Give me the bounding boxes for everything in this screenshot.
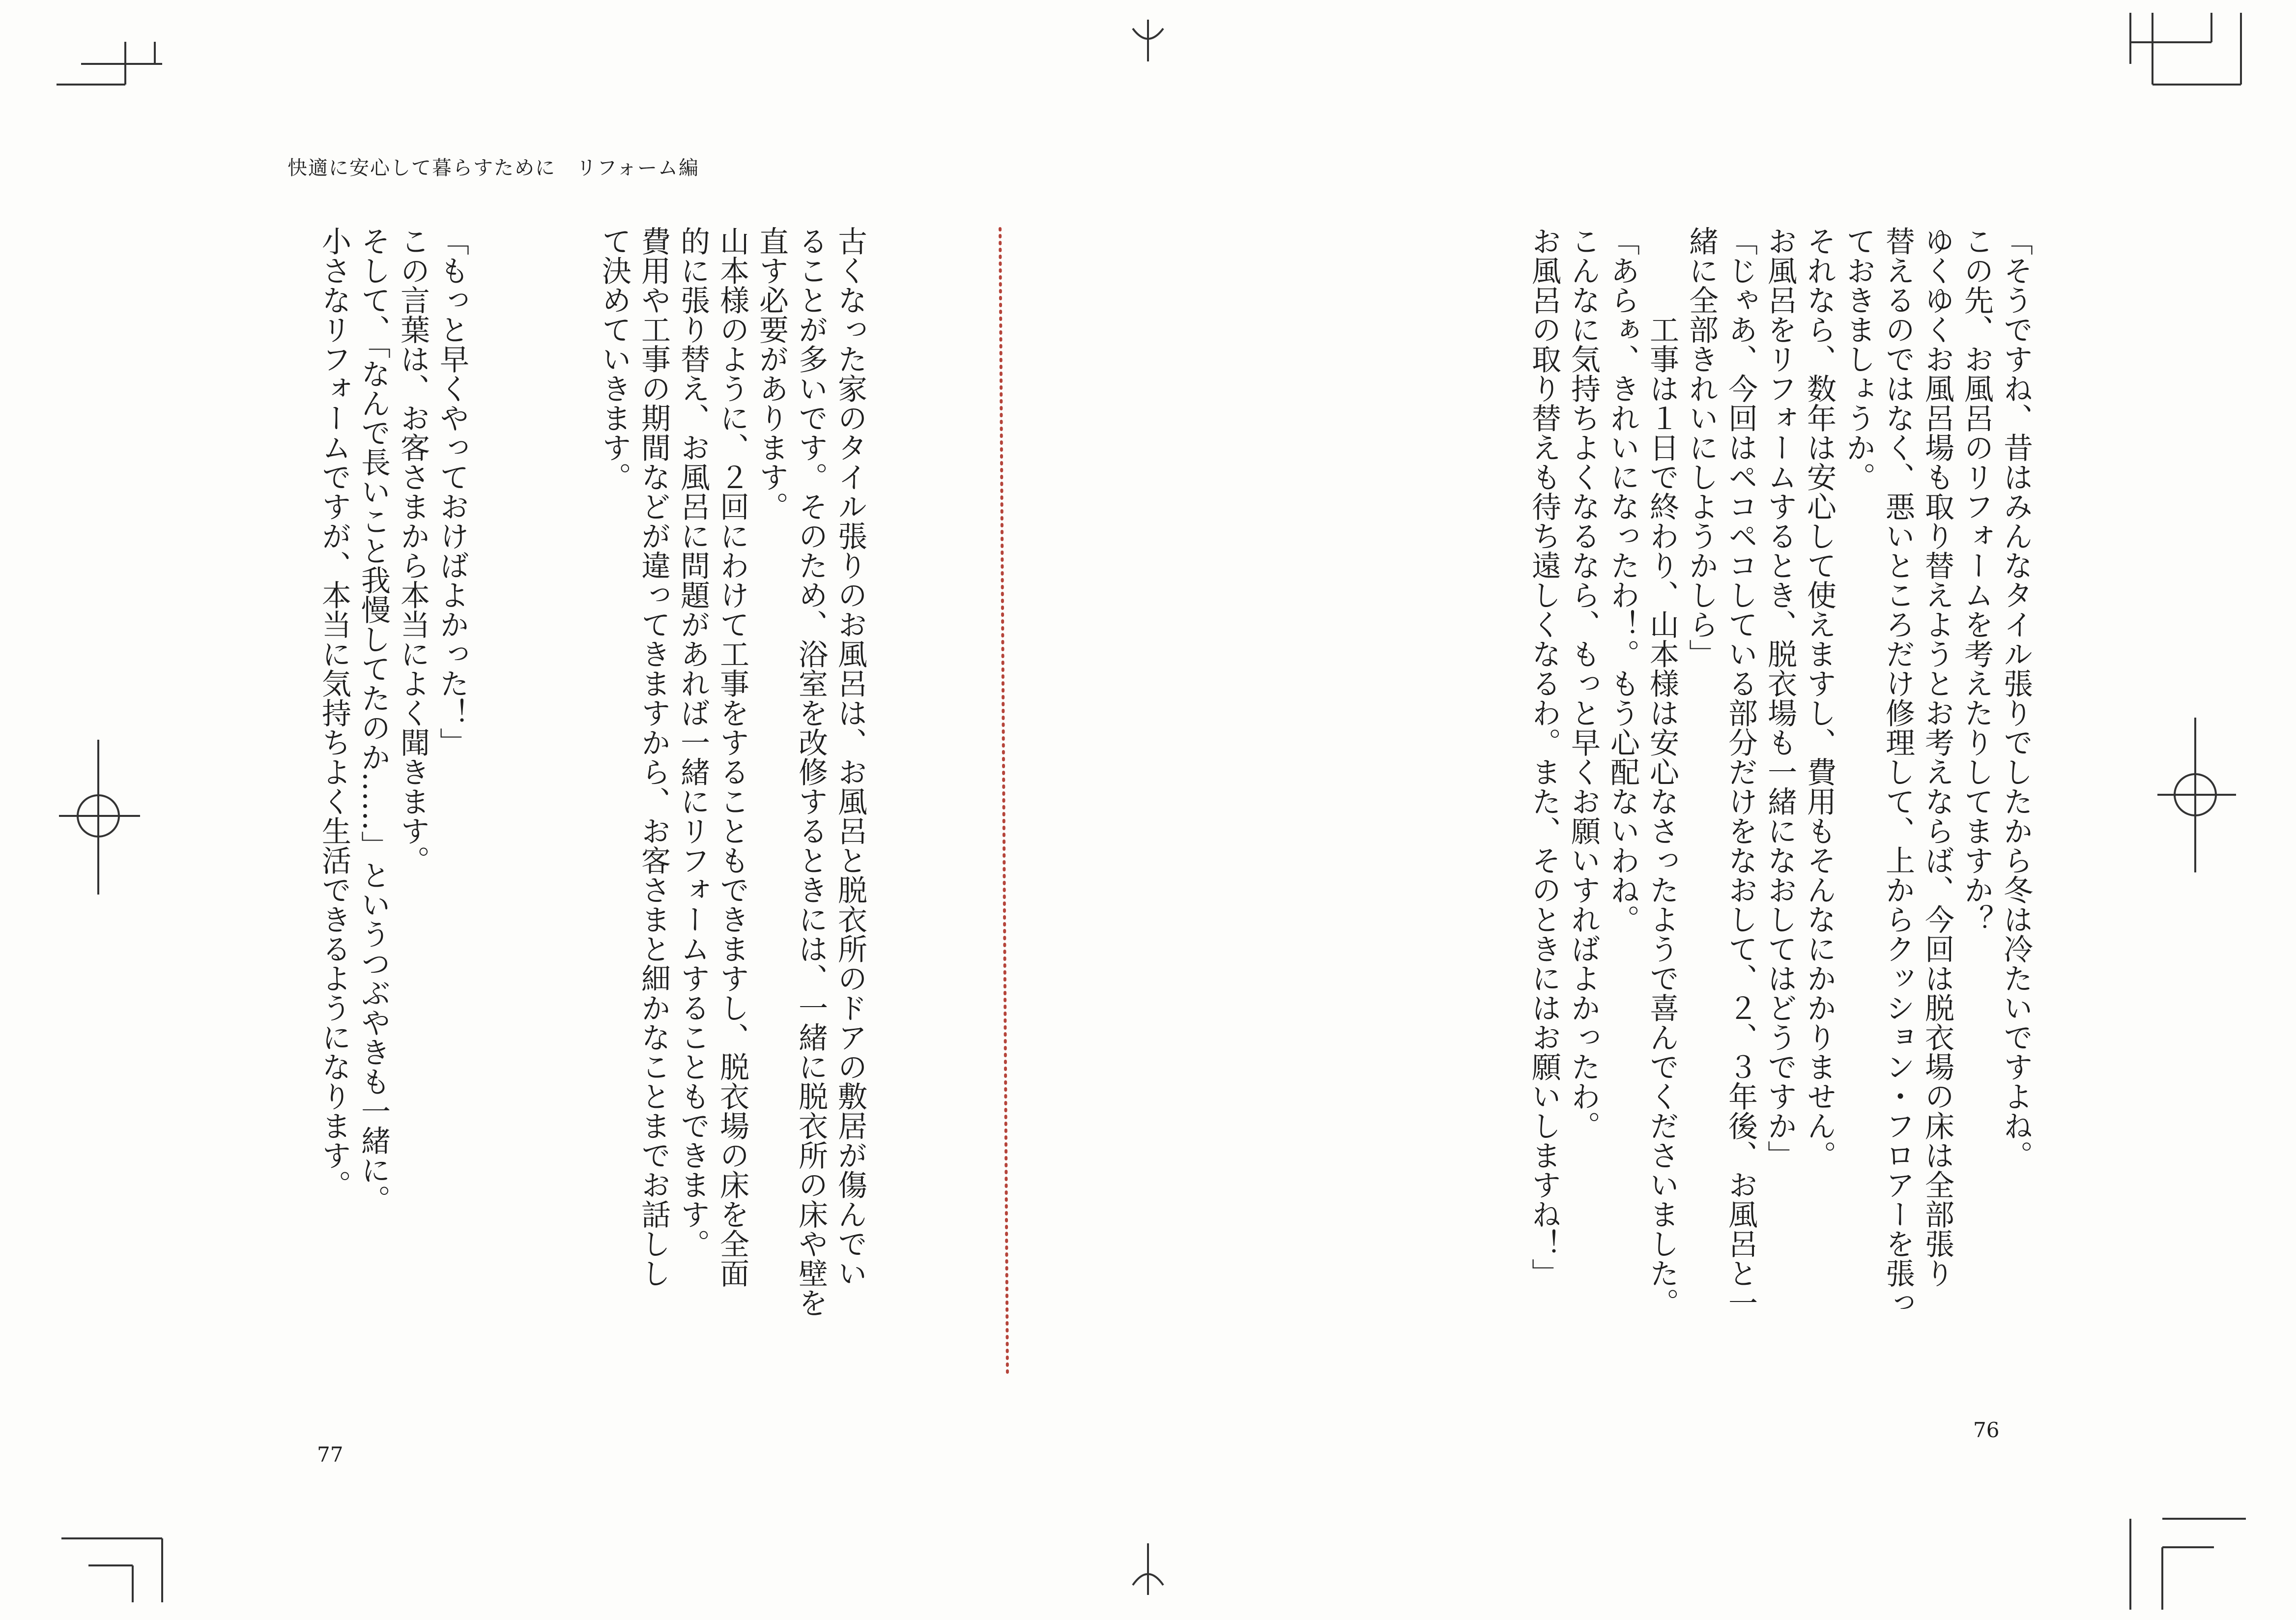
crop-mark-bottom-center (1133, 1543, 1163, 1595)
crop-mark-top-left (57, 42, 162, 85)
paragraph: ることが多いです。そのため、浴室を改修するときには、一緒に脱衣所の床や壁を (794, 226, 828, 1317)
paragraph: て決めていきます。 (597, 226, 631, 492)
paragraph: 費用や工事の期間などが違ってきますから、お客さまと細かなことまでお話しし (636, 226, 671, 1288)
paragraph: お風呂をリフォームするとき、脱衣場も一緒になおしてはどうですか」 (1763, 226, 1797, 1170)
paragraph: ておきましょうか。 (1841, 226, 1876, 492)
paragraph: この先、お風呂のリフォームを考えたりしてますか？ (1959, 226, 1994, 934)
crop-mark-top-center (1133, 20, 1163, 61)
registration-mark-right (2157, 718, 2236, 872)
page-77-body (315, 226, 472, 1347)
paragraph: 的に張り替え、お風呂に問題があれば一緒にリフォームすることもできます。 (676, 226, 710, 1258)
crop-mark-bottom-left (61, 1538, 162, 1602)
registration-mark-left (59, 740, 140, 895)
paragraph: 小さなリフォームですが、本当に気持ちよく生活できるようになります。 (317, 226, 351, 1199)
paragraph: こんなに気持ちよくなるなら、もっと早くお願いすればよかったわ。 (1566, 226, 1601, 1140)
dotted-rule (1000, 229, 1007, 1376)
paragraph: 「そうですね、昔はみんなタイル張りでしたから冬は冷たいですよね。 (1999, 226, 2033, 1170)
page-number-76: 76 (1973, 1418, 2000, 1442)
paragraph: この言葉は、お客さまから本当によく聞きます。 (396, 226, 430, 875)
page-number-77: 77 (317, 1443, 344, 1467)
paragraph: そして、「なんで長いこと我慢してたのか……」というつぶやきも一緒に。 (356, 226, 391, 1214)
paragraph: 山本様のように、２回にわけて工事をすることもできますし、脱衣場の床を全面 (715, 226, 749, 1288)
page-77-explanation-box (595, 226, 870, 1347)
paragraph: ゆくゆくお風呂場も取り替えようとお考えならば、今回は脱衣場の床は全部張り (1920, 226, 1954, 1288)
paragraph: 替えるのではなく、悪いところだけ修理して、上からクッション・フロアーを張っ (1881, 226, 1915, 1317)
running-header: 快適に安心して暮らすために リフォーム編 (287, 157, 699, 179)
paragraph: 「じゃあ、今回はペコペコしている部分だけをなおして、２、３年後、お風呂と一 (1723, 226, 1758, 1317)
paragraph: 直す必要があります。 (754, 226, 789, 521)
paragraph: 古くなった家のタイル張りのお風呂は、お風呂と脱衣所のドアの敷居が傷んでい (833, 226, 867, 1288)
crop-mark-top-right (2130, 13, 2241, 85)
paragraph: お風呂の取り替えも待ち遠しくなるわ。また、そのときにはお願いしますね！」 (1527, 226, 1561, 1288)
paragraph: 工事は１日で終わり、山本様は安心なさったようで喜んでくださいました。 (1645, 315, 1679, 1317)
crop-mark-bottom-right (2130, 1519, 2246, 1610)
page-76-body (1524, 226, 2036, 1420)
paragraph: 緒に全部きれいにしようかしら」 (1684, 226, 1719, 668)
paragraph: 「あらぁ、きれいになったわ！。もう心配ないわね。 (1606, 226, 1640, 934)
paragraph: 「もっと早くやっておけばよかった！」 (435, 226, 469, 757)
paragraph: それなら、数年は安心して使えますし、費用もそんなにかかりません。 (1802, 226, 1837, 1170)
